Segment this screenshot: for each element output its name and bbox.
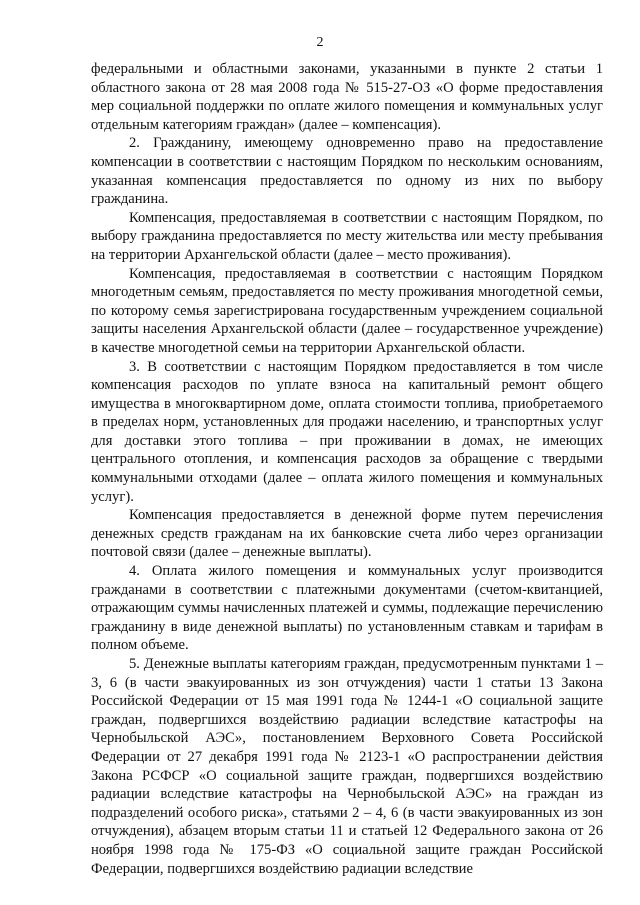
paragraph-item-4: 4. Оплата жилого помещения и коммунальных услуг производится гражданами в соответствии с платежными документами (счетом-квитанцией, отражающим суммы начисленных платежей и суммы, подлежащие перечислению гражданину в виде денежной выплаты) по установленным ставкам и тарифам в полном объеме. [91, 563, 603, 654]
paragraph-residence: Компенсация, предоставляемая в соответствии с настоящим Порядком, по выбору гражданина предоставляется по месту жительства или месту пребывания на территории Архангельской области (далее – место проживания). [91, 209, 603, 263]
paragraph-cash-form: Компенсация предоставляется в денежной форме путем перечисления денежных средств гражданам на их банковские счета либо через организации почтовой связи (далее – денежные выплаты). [91, 507, 603, 561]
paragraph-item-5: 5. Денежные выплаты категориям граждан, предусмотренным пунктами 1 – 3, 6 (в части эвакуированных из зон отчуждения) части 1 статьи 13 Закона Российской Федерации от 15 мая 1991 года № 1244-1 «О социальной защите граждан, подвергшихся воздействию радиации вследствие катастрофы на Чернобыльской АЭС», постановлением Верховного Совета Российской Федерации от 27 декабря 1991 года № 2123-1 «О распространении действия Закона РСФСР «О социальной защите граждан, подвергшихся воздействию радиации вследствие катастрофы на Чернобыльской АЭС» на граждан из подразделений особого риска», статьями 2 – 4, 6 (в части эвакуированных из зон отчуждения), абзацем вторым статьи 11 и статьей 12 Федерального закона от 26 ноября 1998 года № 175-ФЗ «О социальной защите граждан Российской Федерации, подвергшихся воздействию радиации вследствие [91, 656, 603, 877]
paragraph-item-2: 2. Гражданину, имеющему одновременно право на предоставление компенсации в соответствии с настоящим Порядком по нескольким основаниям, указанная компенсация предоставляется по одному из них по выбору гражданина. [91, 135, 603, 208]
paragraph-item-3: 3. В соответствии с настоящим Порядком предоставляется в том числе компенсация расходов по уплате взноса на капитальный ремонт общего имущества в многоквартирном доме, оплата стоимости топлива, приобретаемого в пределах норм, установленных для продажи населению, и транспортных услуг для доставки этого топлива – при проживании в домах, не имеющих центрального отопления, и компенсация расходов за обращение с твердыми коммунальными отходами (далее – оплата жилого помещения и коммунальных услуг). [91, 358, 603, 505]
paragraph-large-families: Компенсация, предоставляемая в соответствии с настоящим Порядком многодетным семьям, предоставляется по месту проживания многодетной семьи, по которому семья зарегистрирована государственным учреждением социальной защиты населения Архангельской области (далее – государственное учреждение) в качестве многодетной семьи на территории Архангельской области. [91, 265, 603, 356]
paragraph-continuation: федеральными и областными законами, указанными в пункте 2 статьи 1 областного закона от 28 мая 2008 года № 515-27-ОЗ «О форме предоставления мер социальной поддержки по оплате жилого помещения и коммунальных услуг отдельным категориям граждан» (далее – компенсация). [91, 61, 603, 133]
page-number: 2 [316, 35, 324, 50]
document-body [91, 60, 603, 878]
